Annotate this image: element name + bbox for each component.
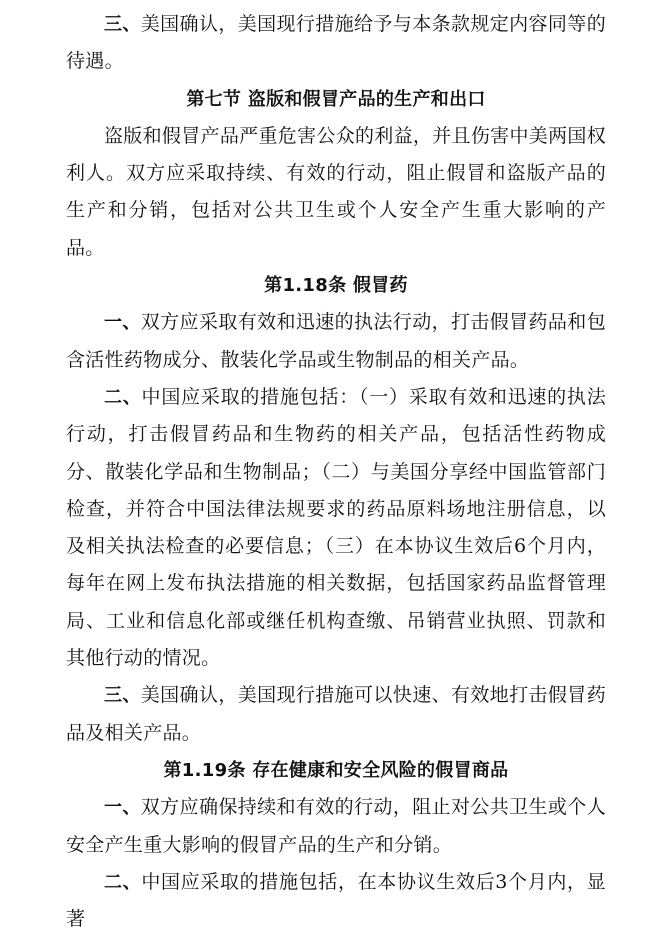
paragraph-text: 美国确认，美国现行措施可以快速、有效地打击假冒药品及相关产品。 <box>66 684 606 744</box>
paragraph-text: 盗版和假冒产品严重危害公众的利益，并且伤害中美两国权利人。双方应采取持续、有效的行动，阻止假冒和盗版产品的生产和分销，包括对公共卫生或个人安全产生重大影响的产品。 <box>66 124 606 259</box>
paragraph-piracy-intro <box>66 118 606 267</box>
article-heading-1-18: 第1.18条 假冒药 <box>264 275 408 297</box>
paragraph-text: 中国应采取的措施包括，在本协议生效后3个月内，显著 <box>66 870 606 931</box>
paragraph-text: 中国应采取的措施包括：（一）采取有效和迅速的执法行动，打击假冒药品和生物药的相关产品，包括活性药物成分、散装化学品和生物制品；（二）与美国分享经中国监管部门检查，并符合中国法律法规要求的药品原料场地注册信息，以及相关执法检查的必要信息；（三）在本协议生效后6个月内，每年在网上发布执法措施的相关数据，包括国家药品监督管理局、工业和信息化部或继任机构查缴、吊销营业执照、罚款和其他行动的情况。 <box>66 385 607 670</box>
paragraph-1-18-one <box>66 304 606 379</box>
paragraph-number: 一、 <box>104 797 141 819</box>
paragraph-number: 三、 <box>104 14 141 35</box>
paragraph-us-confirmation-equal-treatment <box>66 6 606 81</box>
paragraph-number: 二、 <box>104 386 142 408</box>
paragraph-1-19-two <box>66 864 606 938</box>
paragraph-text: 双方应采取有效和迅速的执法行动，打击假冒药品和包含活性药物成分、散装化学品或生物制品的相关产品。 <box>66 311 606 371</box>
paragraph-1-18-two <box>66 379 606 677</box>
section-heading-piracy-counterfeit: 第七节 盗版和假冒产品的生产和出口 <box>186 88 486 110</box>
paragraph-text: 双方应确保持续和有效的行动，阻止对公共卫生或个人安全产生重大影响的假冒产品的生产和分销。 <box>66 796 606 856</box>
paragraph-1-19-one <box>66 789 606 864</box>
paragraph-number: 一、 <box>104 312 141 334</box>
article-heading-1-19: 第1.19条 存在健康和安全风险的假冒商品 <box>163 759 509 781</box>
paragraph-number: 二、 <box>104 871 142 893</box>
paragraph-1-18-three <box>66 677 606 752</box>
paragraph-text: 美国确认，美国现行措施给予与本条款规定内容同等的待遇。 <box>66 13 606 73</box>
paragraph-number: 三、 <box>104 685 141 707</box>
